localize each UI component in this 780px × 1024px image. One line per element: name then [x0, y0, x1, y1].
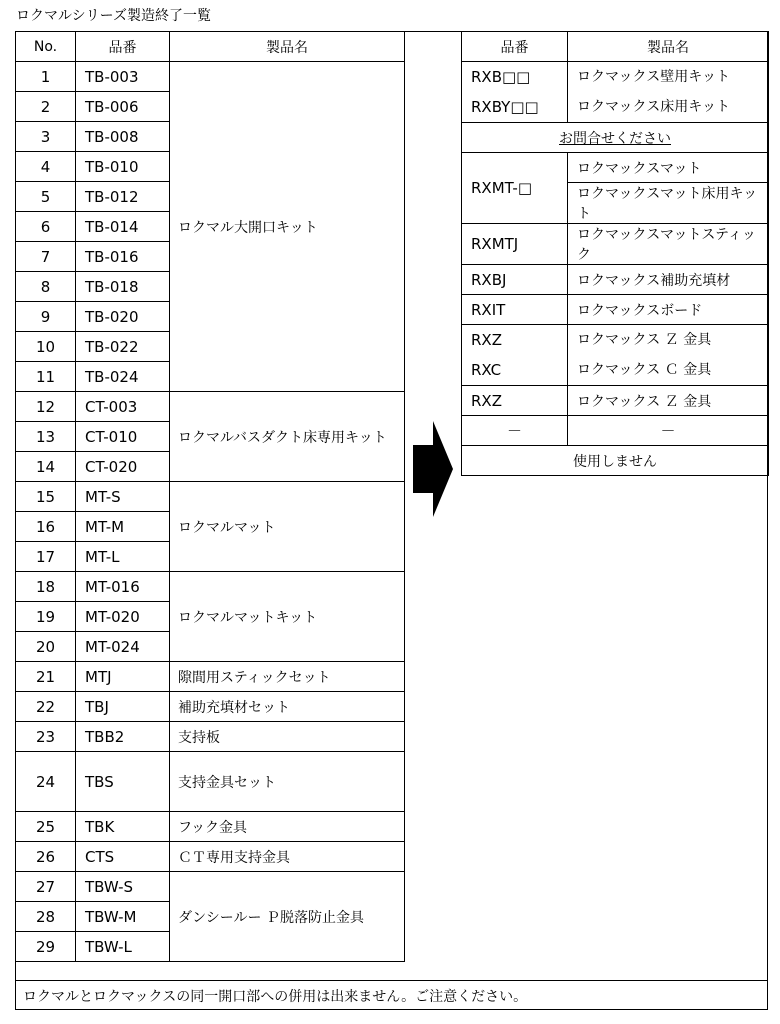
product-name: ＣＴ専用支持金具 [170, 842, 405, 872]
part-number: TB-006 [76, 92, 170, 122]
row-number: 5 [16, 182, 76, 212]
row-number: 23 [16, 722, 76, 752]
part-number: TB-014 [76, 212, 170, 242]
product-name: フック金具 [170, 812, 405, 842]
row-number: 3 [16, 122, 76, 152]
footer-note [15, 980, 768, 1010]
table-row [16, 62, 405, 92]
row-number: 2 [16, 92, 76, 122]
row-number: 16 [16, 512, 76, 542]
part-number: MT-024 [76, 632, 170, 662]
replacement-table [461, 31, 769, 476]
row-number: 9 [16, 302, 76, 332]
part-number: CT-003 [76, 392, 170, 422]
footer-text: ロクマルとロクマックスの同一開口部への併用は出来ません。ご注意ください。 [23, 989, 528, 1005]
product-name: 補助充填材セット [170, 692, 405, 722]
replacement-name: ロクマックス床用キット [577, 99, 731, 115]
part-number: MT-016 [76, 572, 170, 602]
part-number: TB-020 [76, 302, 170, 332]
row-number: 17 [16, 542, 76, 572]
replacement-name: ロクマックス Ｚ 金具 [568, 386, 769, 416]
row-number: 1 [16, 62, 76, 92]
part-number: TB-010 [76, 152, 170, 182]
replacement-name: ロクマックスボード [568, 295, 769, 325]
part-number: TB-022 [76, 332, 170, 362]
header-part: 品番 [76, 32, 170, 62]
part-number: TBW-S [76, 872, 170, 902]
part-number: CTS [76, 842, 170, 872]
part-number: TBB2 [76, 722, 170, 752]
row-number: 7 [16, 242, 76, 272]
replacement-part: RXZ [462, 386, 568, 416]
part-number: MT-L [76, 542, 170, 572]
replacement-name: ロクマックス Ｚ 金具 [577, 332, 712, 348]
table-row [16, 572, 405, 602]
page-title: ロクマルシリーズ製造終了一覧 [16, 8, 211, 24]
row-number: 20 [16, 632, 76, 662]
part-number: CT-010 [76, 422, 170, 452]
table-row [16, 482, 405, 512]
row-number: 15 [16, 482, 76, 512]
part-number: TB-016 [76, 242, 170, 272]
replacement-part-cell [462, 62, 568, 123]
replacement-name: ロクマックス壁用キット [577, 69, 731, 85]
header-replacement-name: 製品名 [568, 32, 769, 62]
row-number: 10 [16, 332, 76, 362]
table-row [16, 722, 405, 752]
part-number: CT-020 [76, 452, 170, 482]
table-row [16, 662, 405, 692]
part-number: TBW-L [76, 932, 170, 962]
row-number: 27 [16, 872, 76, 902]
replacement-part: RXIT [462, 295, 568, 325]
table-row [16, 842, 405, 872]
table-row [16, 392, 405, 422]
replacement-name: ロクマックスマット [568, 153, 769, 183]
header-name: 製品名 [170, 32, 405, 62]
row-number: 8 [16, 272, 76, 302]
row-number: 29 [16, 932, 76, 962]
inquiry-link[interactable]: お問合せください [462, 123, 769, 153]
replacement-name: － [568, 416, 769, 446]
part-number: MT-S [76, 482, 170, 512]
part-number: TBS [76, 752, 170, 812]
row-number: 21 [16, 662, 76, 692]
replacement-name-cell [568, 62, 769, 123]
row-number: 12 [16, 392, 76, 422]
part-number: TB-008 [76, 122, 170, 152]
part-number: MT-020 [76, 602, 170, 632]
product-name: ダンシールー Ｐ脱落防止金具 [170, 872, 405, 962]
replacement-part: RXMT-□ [462, 153, 568, 224]
replacement-part: RXMTJ [462, 224, 568, 265]
replacement-part: － [462, 416, 568, 446]
part-number: TB-012 [76, 182, 170, 212]
part-number: TB-003 [76, 62, 170, 92]
replacement-name-cell [568, 325, 769, 386]
row-number: 18 [16, 572, 76, 602]
product-name: 隙間用スティックセット [170, 662, 405, 692]
replacement-name: ロクマックス Ｃ 金具 [577, 362, 712, 378]
replacement-part: RXB□□ [471, 68, 531, 86]
table-row [16, 812, 405, 842]
table-row [16, 872, 405, 902]
arrow-right-icon [413, 421, 453, 517]
product-name: ロクマルマットキット [170, 572, 405, 662]
replacement-part: RXZ [471, 331, 502, 349]
part-number: TBJ [76, 692, 170, 722]
discontinued-table [15, 31, 405, 962]
row-number: 26 [16, 842, 76, 872]
replacement-name: ロクマックスマット床用キット [568, 183, 769, 224]
replacement-name: ロクマックスマットスティック [568, 224, 769, 265]
part-number: TB-018 [76, 272, 170, 302]
row-number: 19 [16, 602, 76, 632]
part-number: TBK [76, 812, 170, 842]
replacement-part: RXBY□□ [471, 98, 539, 116]
product-name: 支持金具セット [170, 752, 405, 812]
table-row [16, 752, 405, 812]
row-number: 6 [16, 212, 76, 242]
header-replacement-part: 品番 [462, 32, 568, 62]
product-name: 支持板 [170, 722, 405, 752]
unused-note: 使用しません [462, 446, 769, 476]
product-name: ロクマルバスダクト床専用キット [170, 392, 405, 482]
row-number: 4 [16, 152, 76, 182]
row-number: 13 [16, 422, 76, 452]
row-number: 14 [16, 452, 76, 482]
replacement-part-cell [462, 325, 568, 386]
part-number: TBW-M [76, 902, 170, 932]
part-number: MTJ [76, 662, 170, 692]
header-no: No. [16, 32, 76, 62]
table-row [16, 692, 405, 722]
part-number: TB-024 [76, 362, 170, 392]
row-number: 24 [16, 752, 76, 812]
product-name: ロクマルマット [170, 482, 405, 572]
replacement-part: RXC [471, 361, 502, 379]
part-number: MT-M [76, 512, 170, 542]
replacement-part: RXBJ [462, 265, 568, 295]
replacement-name: ロクマックス補助充填材 [568, 265, 769, 295]
row-number: 22 [16, 692, 76, 722]
product-name: ロクマル大開口キット [170, 62, 405, 392]
row-number: 11 [16, 362, 76, 392]
row-number: 25 [16, 812, 76, 842]
row-number: 28 [16, 902, 76, 932]
